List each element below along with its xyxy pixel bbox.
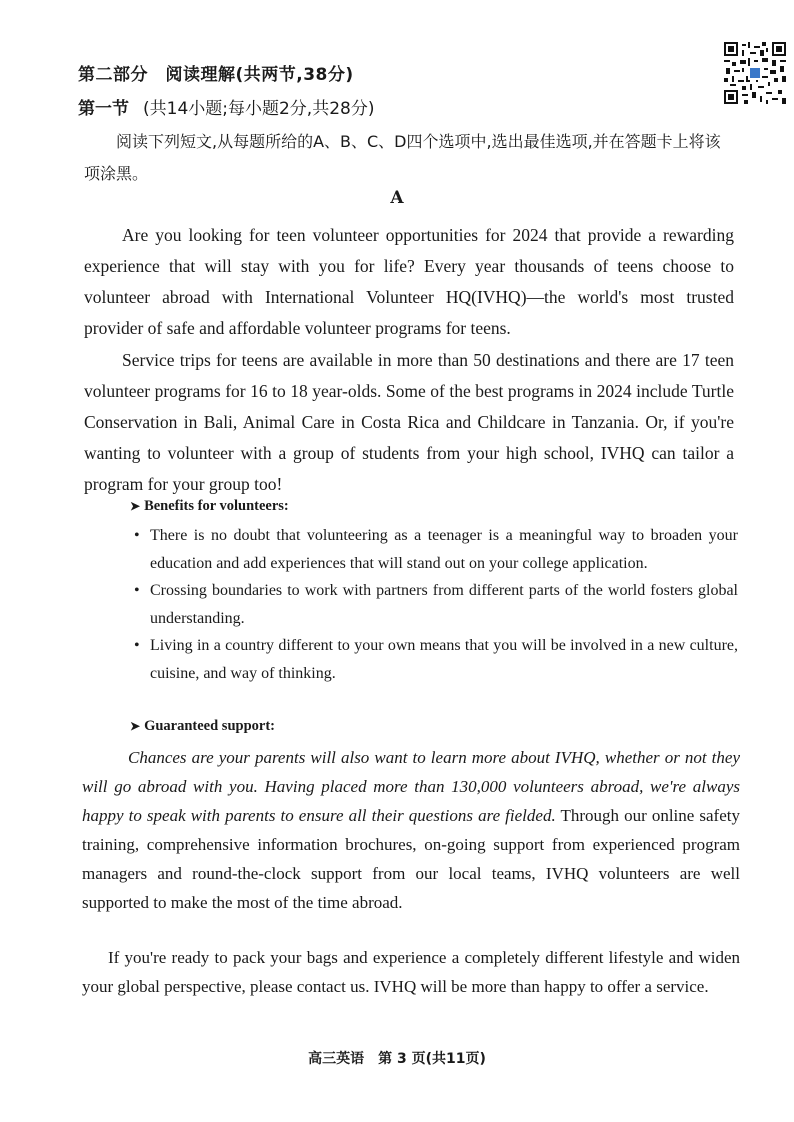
section-label: 第一节 bbox=[78, 99, 129, 119]
list-item: • Crossing boundaries to work with partners from different parts of the world fosters global understanding. bbox=[134, 577, 738, 632]
benefits-list bbox=[134, 522, 738, 687]
qr-code-icon bbox=[724, 42, 786, 104]
benefits-heading-text: Benefits for volunteers: bbox=[144, 498, 289, 514]
support-heading bbox=[130, 718, 275, 735]
support-heading-text: Guaranteed support: bbox=[144, 718, 275, 734]
support-paragraph-rest: Through our online safety training, comprehensive information brochures, on-going support from experienced program managers and round-the-clock support from our local teams, IVHQ volunteers are well supported to make the most of the time abroad. bbox=[82, 806, 740, 912]
arrow-bullet-icon: ➤ bbox=[130, 499, 141, 513]
support-paragraph-italic: Chances are your parents will also want to learn more about IVHQ, whether or not they will go abroad with you. Having placed more than 130,000 volunteers abroad, we're always happy to speak with parents to ensure all their questions are fielded. bbox=[82, 748, 740, 825]
passage-paragraph-1: Are you looking for teen volunteer opportunities for 2024 that provide a rewarding experience that will stay with you for life? Every year thousands of teens choose to volunteer abroad with International Volunteer HQ(IVHQ)—the world's most trusted provider of safe and affordable volunteer programs for teens. bbox=[84, 225, 734, 338]
closing-paragraph: If you're ready to pack your bags and experience a completely different lifestyle and widen your global perspective, please contact us. IVHQ will be more than happy to offer a service. bbox=[82, 948, 740, 996]
section-header bbox=[78, 94, 678, 119]
arrow-bullet-icon: ➤ bbox=[130, 719, 141, 733]
passage-letter: A bbox=[390, 188, 404, 208]
list-item: • Living in a country different to your own means that you will be involved in a new culture, cuisine, and way of thinking. bbox=[134, 632, 738, 687]
benefits-heading bbox=[130, 498, 289, 515]
instructions: 阅读下列短文,从每题所给的A、B、C、D四个选项中,选出最佳选项,并在答题卡上将该项涂黑。 bbox=[84, 132, 721, 183]
section-description: (共14小题;每小题2分,共28分) bbox=[143, 99, 375, 119]
passage-paragraph-2: Service trips for teens are available in more than 50 destinations and there are 17 teen volunteer programs for 16 to 18 year-olds. Some of the best programs in 2024 include Turtle Conservation in Bali, Animal Care in Costa Rica and Childcare in Tanzania. Or, if you're wanting to volunteer with a group of students from your high school, IVHQ can tailor a program for your group too! bbox=[84, 350, 734, 494]
part-title: 第二部分 阅读理解(共两节,38分) bbox=[78, 65, 354, 85]
list-item: • There is no doubt that volunteering as a teenager is a meaningful way to broaden your education and add experiences that will stand out on your college application. bbox=[134, 522, 738, 577]
page-footer: 高三英语 第 3 页(共11页) bbox=[308, 1051, 486, 1067]
support-paragraph bbox=[82, 743, 740, 917]
